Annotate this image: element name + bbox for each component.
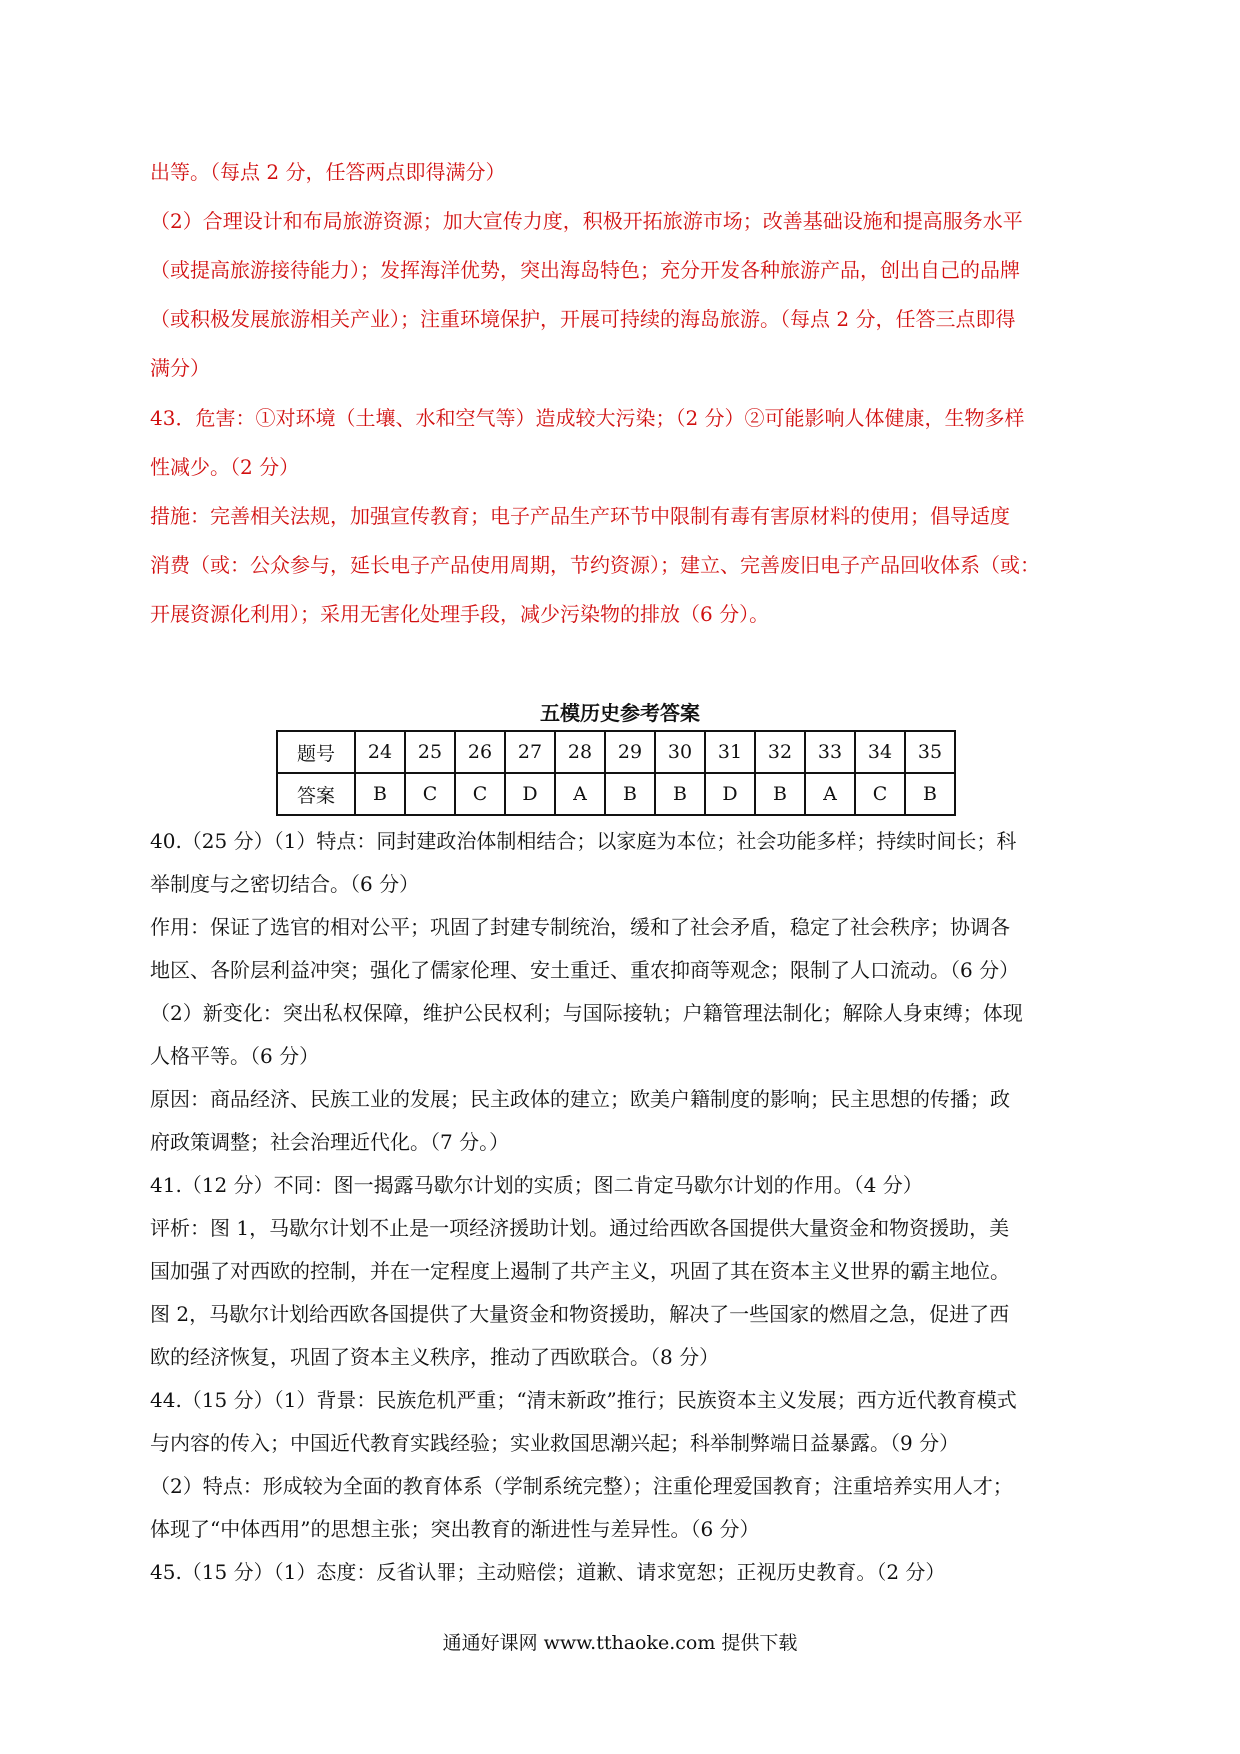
geo-answer-line: 性减少。（2 分） <box>150 455 300 479</box>
answer-cell: D <box>705 773 755 815</box>
geo-answer-line: 43．危害：①对环境（土壤、水和空气等）造成较大污染；（2 分）②可能影响人体健康，生物多样 <box>150 406 1025 430</box>
history-answer-line: 人格平等。（6 分） <box>150 1044 320 1068</box>
question-number-cell: 32 <box>755 731 805 773</box>
answer-cell: A <box>555 773 605 815</box>
history-answer-line: 41.（12 分）不同：图一揭露马歇尔计划的实质；图二肯定马歇尔计划的作用。（4 分） <box>150 1173 923 1197</box>
history-answer-line: 44.（15 分）（1）背景：民族危机严重；“清末新政”推行；民族资本主义发展；西方近代教育模式 <box>150 1388 1017 1412</box>
question-number-cell: 35 <box>905 731 955 773</box>
history-answer-line: 府政策调整；社会治理近代化。（7 分。） <box>150 1130 510 1154</box>
history-answer-line: 图 2，马歇尔计划给西欧各国提供了大量资金和物资援助，解决了一些国家的燃眉之急，促进了西 <box>150 1302 1010 1326</box>
answer-table <box>276 730 956 816</box>
history-answer-line: 地区、各阶层利益冲突；强化了儒家伦理、安土重迁、重农抑商等观念；限制了人口流动。（6 分） <box>150 958 1020 982</box>
history-answer-line: （2）特点：形成较为全面的教育体系（学制系统完整）；注重伦理爱国教育；注重培养实用人才； <box>150 1474 1013 1498</box>
table-row <box>277 773 955 815</box>
history-answer-line: 体现了“中体西用”的思想主张；突出教育的渐进性与差异性。（6 分） <box>150 1517 760 1541</box>
answer-cell: B <box>655 773 705 815</box>
answer-cell: B <box>355 773 405 815</box>
history-answer-line: 与内容的传入；中国近代教育实践经验；实业救国思潮兴起；科举制弊端日益暴露。（9 分） <box>150 1431 960 1455</box>
history-answer-line: 45.（15 分）（1）态度：反省认罪；主动赔偿；道歉、请求宽恕；正视历史教育。（2 分） <box>150 1560 946 1584</box>
geo-answer-line: （或提高旅游接待能力）；发挥海洋优势，突出海岛特色；充分开发各种旅游产品，创出自己的品牌 <box>150 258 1020 282</box>
history-answer-line: （2）新变化：突出私权保障，维护公民权利；与国际接轨；户籍管理法制化；解除人身束缚；体现 <box>150 1001 1023 1025</box>
history-answer-line: 作用：保证了选官的相对公平；巩固了封建专制统治，缓和了社会矛盾，稳定了社会秩序；协调各 <box>150 915 1010 939</box>
history-answer-line: 原因：商品经济、民族工业的发展；民主政体的建立；欧美户籍制度的影响；民主思想的传播；政 <box>150 1087 1010 1111</box>
geo-answer-line: 出等。（每点 2 分，任答两点即得满分） <box>150 160 506 184</box>
answer-cell: C <box>855 773 905 815</box>
answer-cell: B <box>905 773 955 815</box>
history-answer-line: 评析：图 1，马歇尔计划不止是一项经济援助计划。通过给西欧各国提供大量资金和物资援助，美 <box>150 1216 1010 1240</box>
question-number-cell: 26 <box>455 731 505 773</box>
question-number-cell: 25 <box>405 731 455 773</box>
question-number-cell: 31 <box>705 731 755 773</box>
geo-answer-line: 消费（或：公众参与，延长电子产品使用周期，节约资源）；建立、完善废旧电子产品回收体系（或： <box>150 553 1040 577</box>
question-number-cell: 28 <box>555 731 605 773</box>
geo-answer-line: （或积极发展旅游相关产业）；注重环境保护，开展可持续的海岛旅游。（每点 2 分，任答三点即得 <box>150 307 1016 331</box>
table-header-cell: 题号 <box>277 731 355 773</box>
history-answer-line: 40.（25 分）（1）特点：同封建政治体制相结合；以家庭为本位；社会功能多样；持续时间长；科 <box>150 829 1017 853</box>
question-number-cell: 34 <box>855 731 905 773</box>
geo-answer-line: （2）合理设计和布局旅游资源；加大宣传力度，积极开拓旅游市场；改善基础设施和提高服务水平 <box>150 209 1023 233</box>
geo-answer-line: 满分） <box>150 356 210 380</box>
history-title: 五模历史参考答案 <box>540 701 700 725</box>
answer-cell: A <box>805 773 855 815</box>
history-answer-line: 举制度与之密切结合。（6 分） <box>150 872 420 896</box>
geo-answer-line: 措施：完善相关法规，加强宣传教育；电子产品生产环节中限制有毒有害原材料的使用；倡导适度 <box>150 504 1010 528</box>
question-number-cell: 24 <box>355 731 405 773</box>
question-number-cell: 29 <box>605 731 655 773</box>
question-number-cell: 30 <box>655 731 705 773</box>
answer-cell: C <box>405 773 455 815</box>
table-row <box>277 731 955 773</box>
history-answer-line: 国加强了对西欧的控制，并在一定程度上遏制了共产主义，巩固了其在资本主义世界的霸主地位。 <box>150 1259 1010 1283</box>
question-number-cell: 33 <box>805 731 855 773</box>
geo-answer-line: 开展资源化利用）；采用无害化处理手段，减少污染物的排放（6 分）。 <box>150 602 770 626</box>
table-header-cell: 答案 <box>277 773 355 815</box>
history-answer-line: 欧的经济恢复，巩固了资本主义秩序，推动了西欧联合。（8 分） <box>150 1345 720 1369</box>
page-footer: 通通好课网 www.tthaoke.com 提供下载 <box>442 1632 798 1654</box>
answer-cell: B <box>605 773 655 815</box>
answer-cell: D <box>505 773 555 815</box>
answer-cell: C <box>455 773 505 815</box>
answer-cell: B <box>755 773 805 815</box>
question-number-cell: 27 <box>505 731 555 773</box>
